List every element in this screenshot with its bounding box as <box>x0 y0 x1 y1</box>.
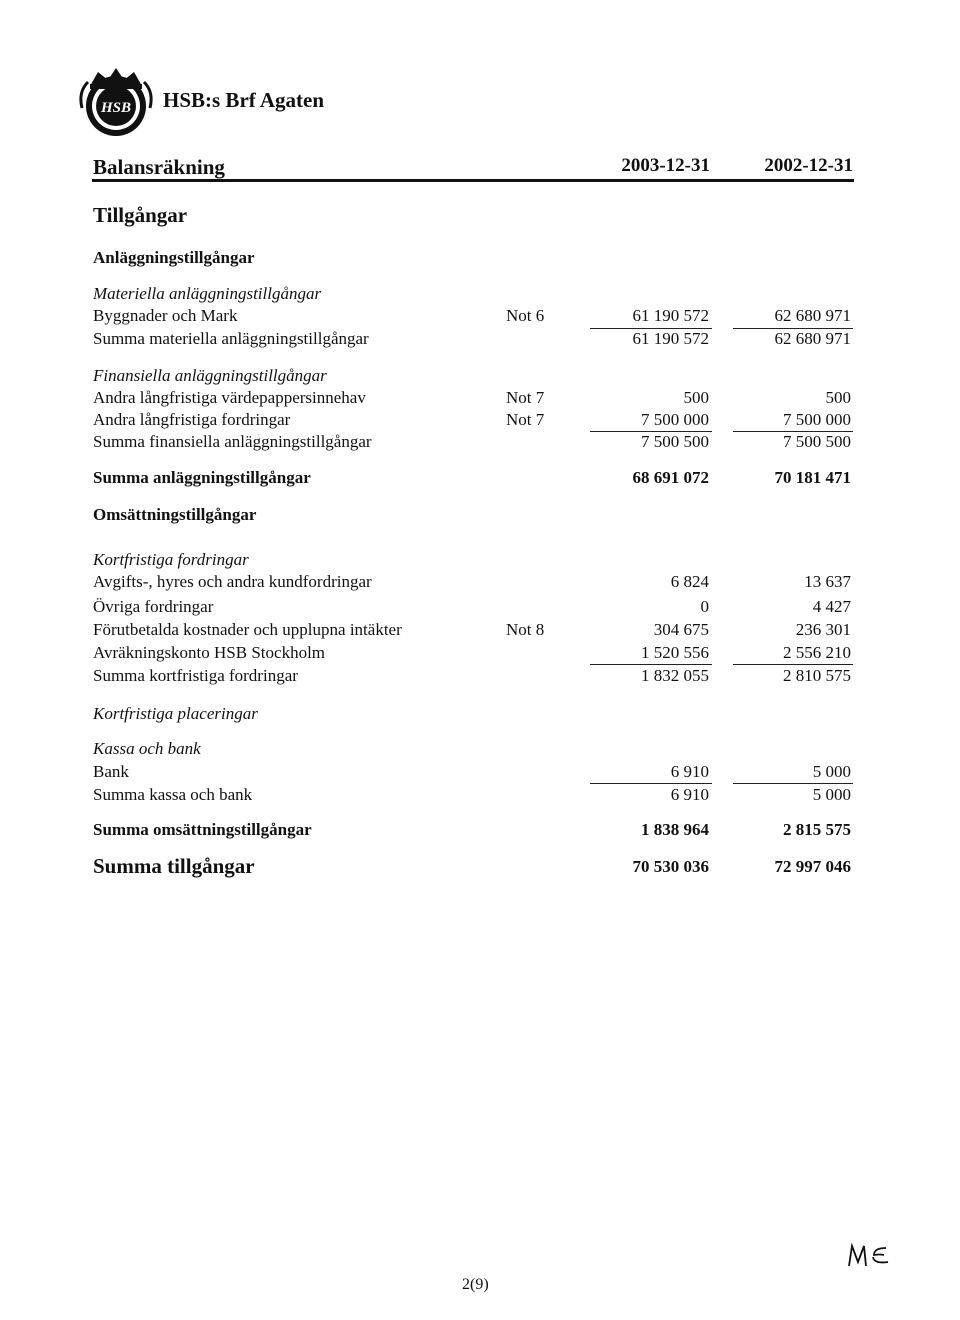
row-value-2002: 5 000 <box>812 785 851 804</box>
row-value-2002: 236 301 <box>795 620 851 639</box>
statement-title: Balansräkning <box>93 155 225 179</box>
row-value-2003: 1 520 556 <box>641 643 709 662</box>
row-note: Not 6 <box>506 306 545 325</box>
row-label: Andra långfristiga värdepappersinnehav <box>93 388 366 407</box>
subgroup-title-receivables: Kortfristiga fordringar <box>93 550 249 569</box>
table-row <box>0 643 960 665</box>
row-label: Förutbetalda kostnader och upplupna intäkter <box>93 620 402 639</box>
row-label: Bank <box>93 762 129 781</box>
row-value-2003: 61 190 572 <box>632 329 709 348</box>
row-label: Avräkningskonto HSB Stockholm <box>93 643 326 662</box>
row-value-2003: 304 675 <box>653 620 709 639</box>
row-value-2003: 6 824 <box>670 572 709 591</box>
row-value-2002: 500 <box>825 388 851 407</box>
table-row <box>0 762 960 784</box>
row-value-2003: 7 500 500 <box>641 432 709 451</box>
row-label: Summa finansiella anläggningstillgångar <box>93 432 372 451</box>
group-title-fixed-assets: Anläggningstillgångar <box>93 248 255 267</box>
row-value-2002: 13 637 <box>804 572 851 591</box>
row-label: Övriga fordringar <box>93 597 214 616</box>
group-title-current-assets: Omsättningstillgångar <box>93 505 257 524</box>
table-row <box>0 388 960 410</box>
row-label: Summa kortfristiga fordringar <box>93 666 298 685</box>
row-value-2003: 500 <box>683 388 709 407</box>
signature-icon <box>846 1240 894 1270</box>
subtotal-rule <box>733 664 853 665</box>
row-value-2003: 6 910 <box>670 762 709 781</box>
hsb-logo-icon <box>76 62 156 142</box>
row-value-2002: 72 997 046 <box>774 857 851 876</box>
row-value-2003: 70 530 036 <box>632 857 709 876</box>
subtotal-rule <box>733 783 853 784</box>
row-note: Not 7 <box>506 388 545 407</box>
table-row <box>0 666 960 688</box>
row-value-2003: 0 <box>700 597 709 616</box>
row-note: Not 7 <box>506 410 545 429</box>
table-row <box>0 785 960 807</box>
subgroup-title-cash: Kassa och bank <box>93 739 201 758</box>
page-number: 2(9) <box>462 1276 489 1293</box>
subgroup-title-tangible: Materiella anläggningstillgångar <box>93 284 322 303</box>
total-row-current-assets <box>0 820 960 842</box>
row-label: Byggnader och Mark <box>93 306 238 325</box>
total-row-fixed-assets <box>0 468 960 490</box>
row-value-2002: 62 680 971 <box>774 306 851 325</box>
row-label: Summa omsättningstillgångar <box>93 820 312 839</box>
row-label: Avgifts-, hyres och andra kundfordringar <box>93 572 372 591</box>
subgroup-title-investments: Kortfristiga placeringar <box>93 704 258 723</box>
row-value-2003: 1 838 964 <box>641 820 709 839</box>
table-row <box>0 432 960 454</box>
header-rule <box>92 179 854 182</box>
column-header-2002: 2002-12-31 <box>764 155 853 176</box>
table-row <box>0 306 960 328</box>
row-note: Not 8 <box>506 620 545 639</box>
row-label: Summa tillgångar <box>93 854 255 878</box>
row-label: Summa materiella anläggningstillgångar <box>93 329 369 348</box>
section-title-assets: Tillgångar <box>93 203 188 227</box>
row-value-2003: 61 190 572 <box>632 306 709 325</box>
subtotal-rule <box>590 783 712 784</box>
row-value-2002: 70 181 471 <box>774 468 851 487</box>
row-value-2002: 2 810 575 <box>783 666 851 685</box>
row-value-2002: 62 680 971 <box>774 329 851 348</box>
table-row <box>0 620 960 642</box>
row-label: Andra långfristiga fordringar <box>93 410 291 429</box>
logo-text: HSB <box>100 100 132 116</box>
row-value-2002: 7 500 500 <box>783 432 851 451</box>
row-value-2002: 7 500 000 <box>783 410 851 429</box>
row-label: Summa anläggningstillgångar <box>93 468 311 487</box>
row-value-2002: 4 427 <box>812 597 851 616</box>
table-row <box>0 572 960 594</box>
row-value-2002: 5 000 <box>812 762 851 781</box>
grand-total-row <box>0 854 960 876</box>
row-value-2002: 2 815 575 <box>783 820 851 839</box>
row-value-2002: 2 556 210 <box>783 643 851 662</box>
table-row <box>0 410 960 432</box>
row-value-2003: 6 910 <box>670 785 709 804</box>
row-value-2003: 1 832 055 <box>641 666 709 685</box>
row-label: Summa kassa och bank <box>93 785 253 804</box>
column-header-2003: 2003-12-31 <box>621 155 710 176</box>
row-value-2003: 7 500 000 <box>641 410 709 429</box>
subgroup-title-financial: Finansiella anläggningstillgångar <box>93 366 327 385</box>
table-row <box>0 329 960 351</box>
organization-name: HSB:s Brf Agaten <box>163 88 325 112</box>
table-row <box>0 597 960 619</box>
subtotal-rule <box>590 664 712 665</box>
row-value-2003: 68 691 072 <box>632 468 709 487</box>
